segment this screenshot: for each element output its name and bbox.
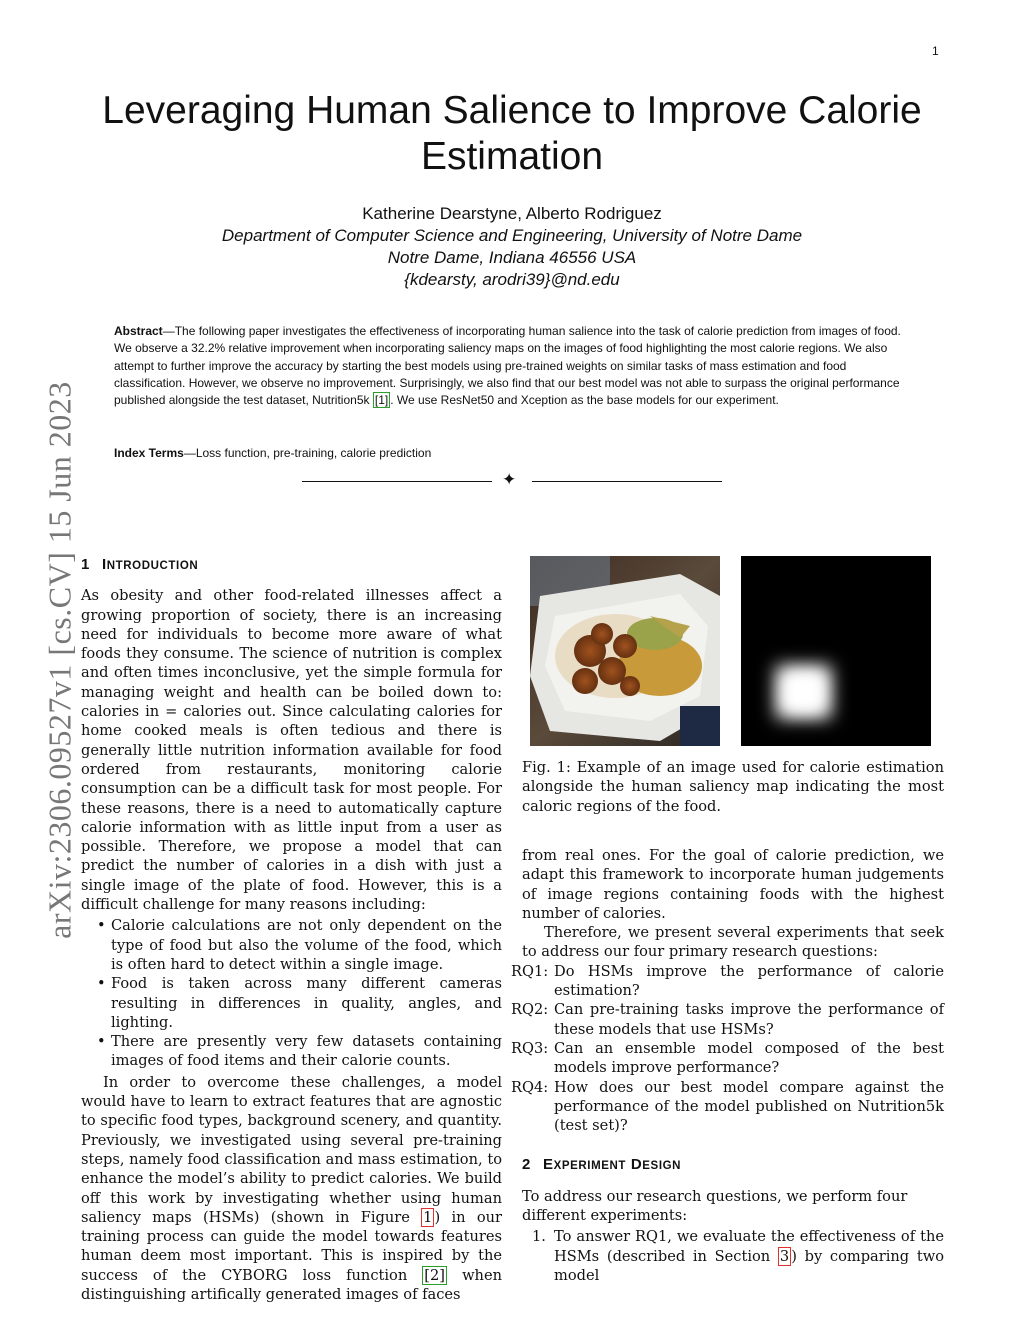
author-block	[112, 203, 912, 291]
author-email[interactable]: {kdearsty, arodri39}@nd.edu	[404, 270, 620, 289]
research-questions	[511, 962, 944, 1136]
list-item: RQ3: Can an ensemble model composed of the best models improve performance?	[511, 1039, 944, 1077]
abstract-text-end: . We use ResNet50 and Xception as the base models for our experiment.	[390, 393, 779, 408]
food-photo	[530, 556, 720, 746]
intro-paragraph-2: In order to overcome these challenges, a model would have to learn to extract features that are agnostic to specific food types, background scenery, and quantity. Previously, we investigated using several pre-training steps, namely food classification and mass estimation, to enhance the model’s ability to predict calories. We build off this work by investigating whether using human saliency maps (HSMs) (shown in Figure 1 ) in our training process can guide the model towards features human deem most important. This is inspired by the success of the CYBORG loss function [2] when distinguishing artifically generated images of faces	[81, 1073, 502, 1303]
citation-link[interactable]: [1]	[374, 393, 389, 408]
list-item: RQ1: Do HSMs improve the performance of calorie estimation?	[511, 962, 944, 1000]
saliency-map	[741, 556, 931, 746]
arxiv-stamp: arXiv:2306.09527v1 [cs.CV] 15 Jun 2023	[41, 381, 78, 939]
figure-ref-link[interactable]: 1	[423, 1208, 433, 1226]
abstract-dash: —	[162, 324, 175, 338]
challenge-list	[81, 916, 502, 1070]
intro-paragraph-1: As obesity and other food-related illnesses affect a growing proportion of society, there is an increasing need for individuals to become more aware of what foods they consume. The science of nutrition is complex and often times inconclusive, yet the simple formula for managing weight and health can be boiled down to: calories in = calories out. Since calculating calories for home cooked meals is often tedious and there is generally little nutrition information available for food ordered from restaurants, monitoring calorie consumption can be a difficult task for most people. For these reasons, there is a need to automatically capture calorie information with as little input from a user as possible. Therefore, we propose a model that can predict the number of calories in a dish with just a single image of the plate of food. However, this is a difficult challenge for many reasons including:	[81, 587, 502, 914]
list-item: • There are presently very few datasets containing images of food items and their calorie counts.	[111, 1032, 502, 1071]
index-terms: Index Terms—Loss function, pre-training, calorie prediction	[114, 446, 432, 460]
author-names: Katherine Dearstyne, Alberto Rodriguez	[362, 204, 662, 223]
section-divider	[302, 470, 722, 490]
figure-caption: Fig. 1: Example of an image used for calorie estimation alongside the human saliency map indicating the most caloric regions of the food.	[522, 759, 944, 815]
section-heading-introduction: 1 INTRODUCTION	[81, 556, 199, 573]
intro-paragraph-4: Therefore, we present several experiments that seek to address our four primary research questions:	[522, 924, 944, 961]
section-heading-experiment-design: 2 EXPERIMENT DESIGN	[522, 1156, 682, 1174]
intro-paragraph-3: from real ones. For the goal of calorie prediction, we adapt this framework to incorporate human judgements of image regions containing foods with the highest number of calories.	[522, 847, 944, 922]
abstract-label: Abstract	[114, 324, 163, 338]
experiment-paragraph: To address our research questions, we perform four different experiments:	[522, 1187, 908, 1225]
experiment-list	[522, 1227, 944, 1285]
left-column	[81, 551, 502, 1304]
list-item: • Calorie calculations are not only dependent on the type of food but also the volume of the food, which is often hard to detect within a single image.	[111, 916, 502, 974]
list-item: RQ2: Can pre-training tasks improve the performance of these models that use HSMs?	[511, 1001, 944, 1038]
right-column	[511, 846, 944, 1287]
list-item: RQ4: How does our best model compare against the performance of the model published on Nutrition5k (test set)?	[511, 1078, 944, 1135]
author-address: Notre Dame, Indiana 46556 USA	[387, 248, 637, 267]
divider-star-icon: ✦	[502, 470, 517, 489]
author-affiliation: Department of Computer Science and Engineering, University of Notre Dame	[221, 226, 803, 245]
page-number: 1	[932, 44, 939, 58]
list-item: 1. To answer RQ1, we evaluate the effectiveness of the HSMs (described in Section 3 ) by comparing two model	[532, 1228, 944, 1284]
citation-link[interactable]: [2]	[424, 1266, 445, 1284]
list-item: • Food is taken across many different cameras resulting in differences in quality, angles, and lighting.	[111, 974, 502, 1032]
index-terms-label: Index Terms	[114, 446, 184, 460]
abstract-text: The following paper investigates the effectiveness of incorporating human salience into the task of calorie prediction from images of food. We observe a 32.2% relative improvement when incorporating saliency maps on the images of food highlighting the most calorie regions. We also attempt to further improve the accuracy by starting the best models using pre-trained weights on similar tasks of mass estimation and food classification. However, we observe no improvement. Surprisingly, we also find that our best model was not able to surpass the original performance published alongside the test dataset, Nutrition5k	[114, 324, 901, 408]
section-ref-link[interactable]: 3	[779, 1247, 790, 1265]
abstract	[114, 323, 912, 409]
paper-title: Leveraging Human Salience to Improve Calorie Estimation	[102, 89, 922, 178]
index-terms-text: Loss function, pre-training, calorie prediction	[195, 446, 432, 460]
